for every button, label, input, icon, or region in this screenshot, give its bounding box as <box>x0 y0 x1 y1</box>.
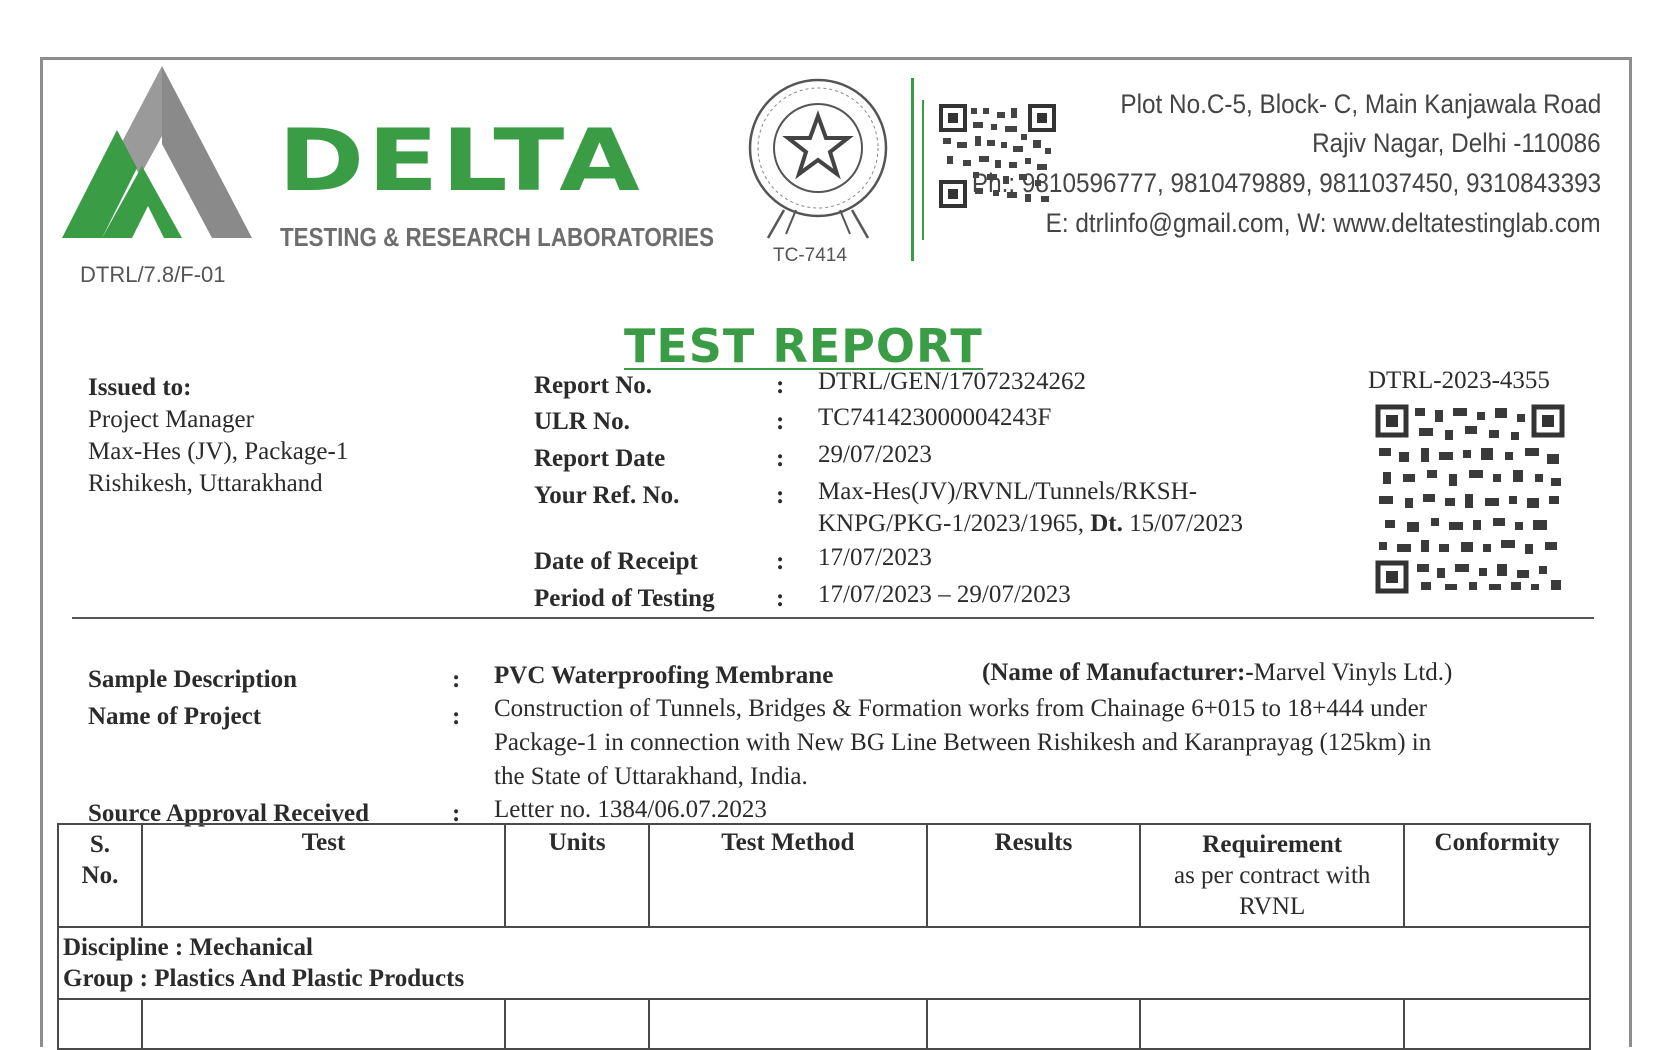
col-sno: S. No. <box>58 824 142 927</box>
report-no-value: DTRL/GEN/17072324262 <box>818 368 1087 395</box>
header-divider-thin <box>922 100 924 240</box>
discipline-group-cell <box>58 927 1590 999</box>
project-name-line: Construction of Tunnels, Bridges & Formation works from Chainage 6+015 to 18+444 under <box>494 695 1428 722</box>
header-divider <box>911 78 914 261</box>
project-name-line: Package-1 in connection with New BG Line Between Rishikesh and Karanprayag (125km) in <box>494 729 1432 756</box>
col-test: Test <box>142 824 505 927</box>
manufacturer: (Name of Manufacturer:-Marvel Vinyls Ltd.) <box>982 659 1453 686</box>
group: Group : Plastics And Plastic Products <box>63 965 465 992</box>
sample-description-value: PVC Waterproofing Membrane <box>494 662 834 689</box>
accreditation-seal-icon <box>744 78 892 243</box>
colon: : <box>776 445 785 472</box>
sample-description-label: Sample Description <box>88 666 298 693</box>
source-approval-value: Letter no. 1384/06.07.2023 <box>494 796 767 823</box>
ulr-no-label: ULR No. <box>534 408 630 435</box>
qr-code-icon <box>1375 404 1565 594</box>
phone-numbers: Ph.: 9810596777, 9810479889, 9811037450, 9310843393 <box>971 168 1601 198</box>
report-title: TEST REPORT <box>624 319 983 373</box>
project-name-line: the State of Uttarakhand, India. <box>494 763 808 790</box>
col-conformity: Conformity <box>1404 824 1590 927</box>
date-of-receipt-value: 17/07/2023 <box>818 544 932 571</box>
col-test-method: Test Method <box>649 824 927 927</box>
email-website: E: dtrlinfo@gmail.com, W: www.deltatestinglab.com <box>1046 208 1601 238</box>
form-number: DTRL/7.8/F-01 <box>80 262 226 287</box>
colon: : <box>776 372 785 399</box>
date-of-receipt-label: Date of Receipt <box>534 548 698 575</box>
results-table <box>57 823 1591 1050</box>
source-approval-label: Source Approval Received <box>88 800 370 827</box>
address-line-1: Plot No.C-5, Block- C, Main Kanjawala Road <box>1120 89 1601 119</box>
period-of-testing-value: 17/07/2023 – 29/07/2023 <box>818 581 1071 608</box>
colon: : <box>776 585 785 612</box>
your-ref-value-cont: KNPG/PKG-1/2023/1965, Dt. 15/07/2023 <box>818 510 1244 537</box>
issued-to-label: Issued to: <box>88 374 192 401</box>
colon: : <box>452 800 461 827</box>
colon: : <box>452 703 461 730</box>
colon: : <box>452 666 461 693</box>
issued-to-line: Max-Hes (JV), Package-1 <box>88 438 349 465</box>
report-code: DTRL-2023-4355 <box>1368 367 1550 394</box>
issued-to-line: Project Manager <box>88 406 254 433</box>
col-requirement: Requirement as per contract with RVNL <box>1140 824 1404 927</box>
colon: : <box>776 482 785 509</box>
table-row <box>58 999 1590 1049</box>
table-header-row <box>58 824 1590 927</box>
table-row <box>58 927 1590 999</box>
discipline: Discipline : Mechanical <box>63 934 313 961</box>
colon: : <box>776 408 785 435</box>
report-date-label: Report Date <box>534 445 666 472</box>
period-of-testing-label: Period of Testing <box>534 585 715 612</box>
brand-name: DELTA <box>278 110 643 211</box>
project-name-label: Name of Project <box>88 703 262 730</box>
accreditation-number: TC-7414 <box>773 245 847 266</box>
ulr-no-value: TC741423000004243F <box>818 404 1052 431</box>
brand-subtitle: TESTING & RESEARCH LABORATORIES <box>280 222 714 252</box>
your-ref-label: Your Ref. No. <box>534 482 680 509</box>
colon: : <box>776 548 785 575</box>
your-ref-value: Max-Hes(JV)/RVNL/Tunnels/RKSH- <box>818 478 1198 505</box>
report-date-value: 29/07/2023 <box>818 441 932 468</box>
address-line-2: Rajiv Nagar, Delhi -110086 <box>1312 128 1601 158</box>
col-units: Units <box>505 824 649 927</box>
col-results: Results <box>927 824 1141 927</box>
report-no-label: Report No. <box>534 372 653 399</box>
delta-logo-icon <box>62 66 262 246</box>
issued-to-line: Rishikesh, Uttarakhand <box>88 470 323 497</box>
section-divider <box>72 617 1594 619</box>
